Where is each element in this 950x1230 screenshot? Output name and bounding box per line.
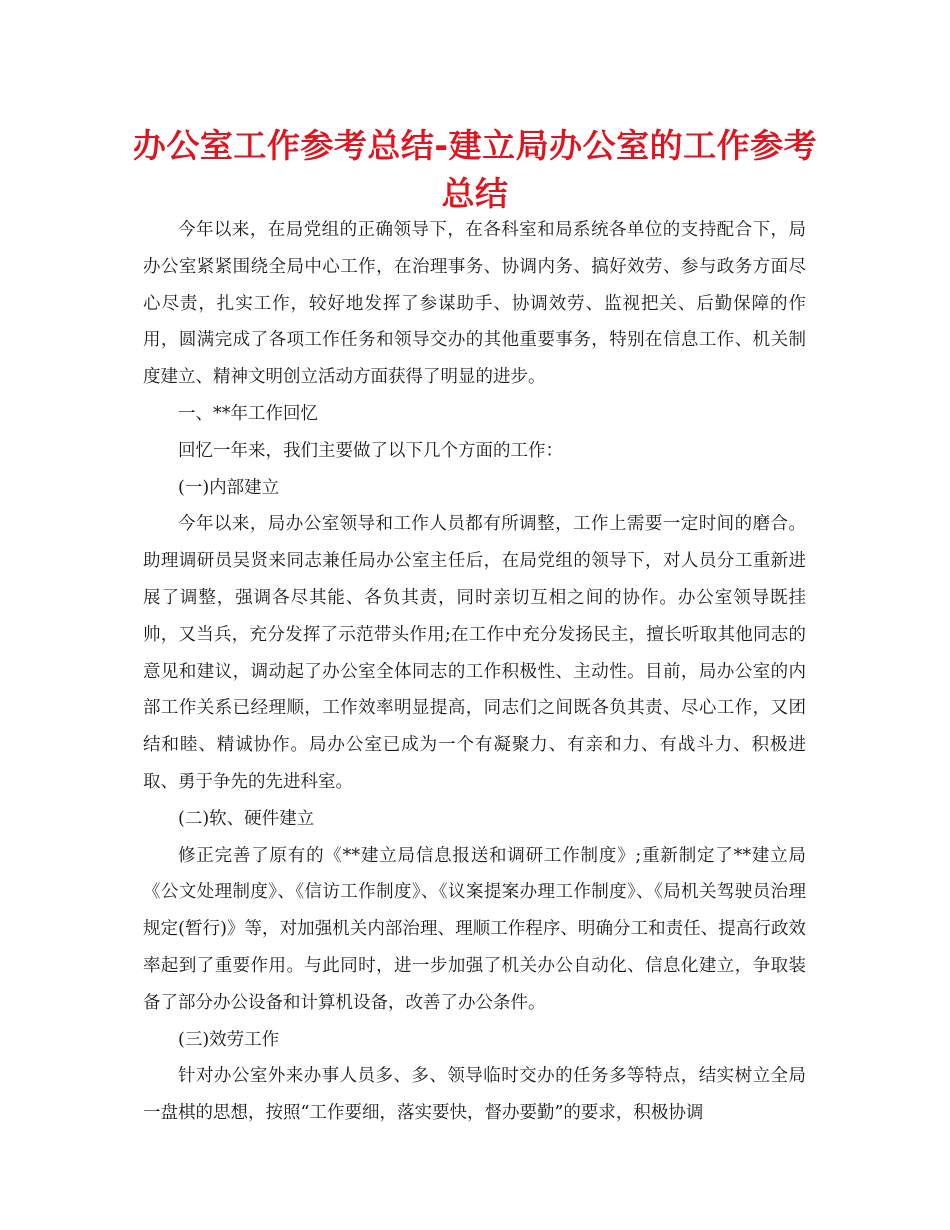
subheading-internal: (一)内部建立 — [178, 477, 280, 498]
subheading-service: (三)效劳工作 — [178, 1029, 280, 1050]
internal-paragraph: 今年以来，局办公室领导和工作人员都有所调整，工作上需要一定时间的磨合。助理调研员吴贤来同志兼任局办公室主任后，在局党组的领导下，对人员分工重新进展了调整，强调各尽其能、各负其责，同时亲切互相之间的协作。办公室领导既挂帅，又当兵，充分发挥了示范带头作用;在工作中充分发扬民主，擅长听取其他同志的意见和建议，调动起了办公室全体同志的工作积极性、主动性。目前，局办公室的内部工作关系已经理顺，工作效率明显提高，同志们之间既各负其责、尽心工作，又团结和睦、精诚协作。局办公室已成为一个有凝聚力、有亲和力、有战斗力、积极进取、勇于争先的先进科室。 — [143, 514, 806, 792]
hardware-paragraph: 修正完善了原有的《**建立局信息报送和调研工作制度》;重新制定了**建立局《公文处理制度》、《信访工作制度》、《议案提案办理工作制度》、《局机关驾驶员治理规定(暂行)》等，对加强机关内部治理、理顺工作程序、明确分工和责任、提高行政效率起到了重要作用。与此同时，进一步加强了机关办公自动化、信息化建立，争取装备了部分办公设备和计算机设备，改善了办公条件。 — [143, 845, 806, 1013]
section-heading-review: 一、**年工作回忆 — [178, 403, 318, 424]
service-paragraph: 针对办公室外来办事人员多、多、领导临时交办的任务多等特点，结实树立全局一盘棋的思想，按照“工作要细，落实要快，督办要勤”的要求，积极协调 — [143, 1066, 806, 1124]
document-body — [143, 212, 806, 1132]
intro-paragraph: 今年以来，在局党组的正确领导下，在各科室和局系统各单位的支持配合下，局办公室紧紧围绕全局中心工作，在治理事务、协调内务、搞好效劳、参与政务方面尽心尽责，扎实工作，较好地发挥了参谋助手、协调效劳、监视把关、后勤保障的作用，圆满完成了各项工作任务和领导交办的其他重要事务，特别在信息工作、机关制度建立、精神文明创立活动方面获得了明显的进步。 — [143, 220, 806, 388]
review-intro-paragraph: 回忆一年来，我们主要做了以下几个方面的工作： — [178, 440, 563, 461]
document-title: 办公室工作参考总结-建立局办公室的工作参考总结 — [132, 126, 818, 213]
subheading-hardware: (二)软、硬件建立 — [178, 808, 315, 829]
